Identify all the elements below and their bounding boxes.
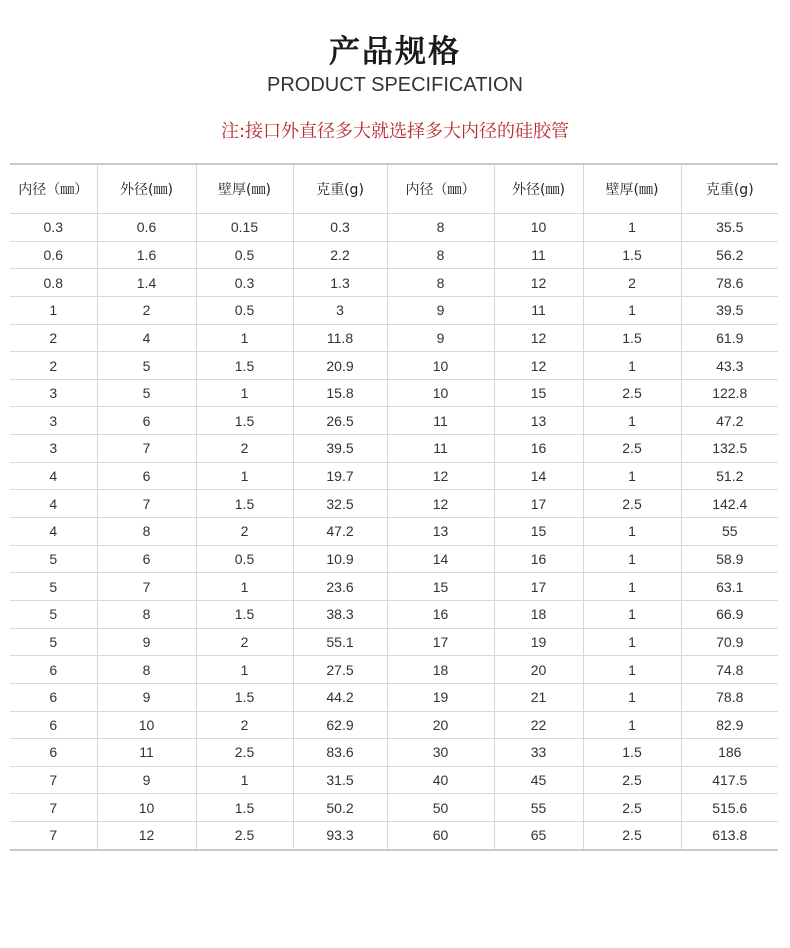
column-header-inner-diameter-right: 内径（㎜） xyxy=(387,164,494,214)
table-cell-outer-diameter: 7 xyxy=(97,435,196,463)
table-cell-inner-diameter: 0.8 xyxy=(10,269,97,297)
table-cell-outer-diameter: 45 xyxy=(494,766,583,794)
table-cell-inner-diameter: 11 xyxy=(387,435,494,463)
table-cell-weight: 0.3 xyxy=(293,214,387,242)
table-cell-inner-diameter: 15 xyxy=(387,573,494,601)
table-cell-wall-thickness: 1.5 xyxy=(196,794,293,822)
table-cell-wall-thickness: 2 xyxy=(196,711,293,739)
table-row xyxy=(10,214,778,242)
table-cell-outer-diameter: 9 xyxy=(97,628,196,656)
table-cell-wall-thickness: 1 xyxy=(196,324,293,352)
table-cell-wall-thickness: 2 xyxy=(196,435,293,463)
table-cell-inner-diameter: 6 xyxy=(10,711,97,739)
table-cell-outer-diameter: 12 xyxy=(494,269,583,297)
table-cell-weight: 44.2 xyxy=(293,683,387,711)
table-cell-weight: 78.8 xyxy=(681,683,778,711)
table-cell-inner-diameter: 12 xyxy=(387,490,494,518)
table-row xyxy=(10,600,778,628)
table-cell-inner-diameter: 7 xyxy=(10,822,97,850)
table-cell-outer-diameter: 11 xyxy=(494,241,583,269)
table-cell-inner-diameter: 3 xyxy=(10,435,97,463)
table-cell-wall-thickness: 1.5 xyxy=(196,490,293,518)
table-cell-outer-diameter: 11 xyxy=(97,739,196,767)
table-cell-wall-thickness: 1 xyxy=(583,683,681,711)
table-cell-wall-thickness: 1 xyxy=(583,296,681,324)
table-row xyxy=(10,518,778,546)
table-cell-inner-diameter: 10 xyxy=(387,379,494,407)
table-cell-outer-diameter: 9 xyxy=(97,683,196,711)
table-cell-weight: 74.8 xyxy=(681,656,778,684)
table-cell-wall-thickness: 1 xyxy=(583,573,681,601)
table-cell-wall-thickness: 2 xyxy=(583,269,681,297)
column-header-wall-thickness-left: 壁厚(㎜) xyxy=(196,164,293,214)
table-row xyxy=(10,711,778,739)
table-cell-wall-thickness: 1.5 xyxy=(196,683,293,711)
table-row xyxy=(10,352,778,380)
table-cell-weight: 32.5 xyxy=(293,490,387,518)
table-cell-inner-diameter: 0.3 xyxy=(10,214,97,242)
table-cell-outer-diameter: 15 xyxy=(494,379,583,407)
table-cell-wall-thickness: 1.5 xyxy=(583,324,681,352)
table-cell-inner-diameter: 19 xyxy=(387,683,494,711)
table-cell-outer-diameter: 1.6 xyxy=(97,241,196,269)
table-cell-inner-diameter: 6 xyxy=(10,656,97,684)
table-cell-outer-diameter: 9 xyxy=(97,766,196,794)
column-header-wall-thickness-right: 壁厚(㎜) xyxy=(583,164,681,214)
table-cell-outer-diameter: 12 xyxy=(494,352,583,380)
table-cell-wall-thickness: 2.5 xyxy=(583,822,681,850)
table-cell-inner-diameter: 4 xyxy=(10,462,97,490)
table-cell-outer-diameter: 8 xyxy=(97,600,196,628)
table-cell-wall-thickness: 1 xyxy=(196,379,293,407)
table-cell-outer-diameter: 18 xyxy=(494,600,583,628)
table-cell-outer-diameter: 7 xyxy=(97,573,196,601)
table-cell-outer-diameter: 5 xyxy=(97,352,196,380)
table-cell-inner-diameter: 2 xyxy=(10,324,97,352)
table-cell-weight: 83.6 xyxy=(293,739,387,767)
column-header-inner-diameter-left: 内径（㎜） xyxy=(10,164,97,214)
table-cell-wall-thickness: 1.5 xyxy=(583,739,681,767)
table-cell-wall-thickness: 0.3 xyxy=(196,269,293,297)
table-cell-wall-thickness: 1 xyxy=(583,214,681,242)
table-cell-wall-thickness: 1 xyxy=(583,462,681,490)
table-row xyxy=(10,490,778,518)
table-cell-wall-thickness: 1 xyxy=(583,352,681,380)
table-cell-outer-diameter: 8 xyxy=(97,518,196,546)
table-cell-outer-diameter: 16 xyxy=(494,435,583,463)
table-cell-wall-thickness: 2.5 xyxy=(196,739,293,767)
column-header-weight-left: 克重(g) xyxy=(293,164,387,214)
table-row xyxy=(10,739,778,767)
table-cell-inner-diameter: 1 xyxy=(10,296,97,324)
table-cell-inner-diameter: 2 xyxy=(10,352,97,380)
table-cell-weight: 26.5 xyxy=(293,407,387,435)
table-cell-wall-thickness: 1.5 xyxy=(196,600,293,628)
table-cell-inner-diameter: 30 xyxy=(387,739,494,767)
table-row xyxy=(10,545,778,573)
table-cell-inner-diameter: 16 xyxy=(387,600,494,628)
table-cell-weight: 70.9 xyxy=(681,628,778,656)
table-cell-wall-thickness: 1 xyxy=(583,407,681,435)
table-cell-weight: 132.5 xyxy=(681,435,778,463)
table-cell-outer-diameter: 19 xyxy=(494,628,583,656)
table-cell-inner-diameter: 3 xyxy=(10,407,97,435)
table-cell-inner-diameter: 5 xyxy=(10,628,97,656)
table-cell-outer-diameter: 12 xyxy=(97,822,196,850)
specification-table xyxy=(10,163,778,851)
table-cell-inner-diameter: 50 xyxy=(387,794,494,822)
table-cell-inner-diameter: 5 xyxy=(10,600,97,628)
table-cell-weight: 38.3 xyxy=(293,600,387,628)
table-cell-weight: 66.9 xyxy=(681,600,778,628)
table-cell-wall-thickness: 1 xyxy=(583,600,681,628)
table-cell-weight: 35.5 xyxy=(681,214,778,242)
table-row xyxy=(10,656,778,684)
table-cell-outer-diameter: 15 xyxy=(494,518,583,546)
table-cell-weight: 27.5 xyxy=(293,656,387,684)
table-cell-inner-diameter: 0.6 xyxy=(10,241,97,269)
table-cell-inner-diameter: 4 xyxy=(10,518,97,546)
table-cell-outer-diameter: 5 xyxy=(97,379,196,407)
table-cell-inner-diameter: 10 xyxy=(387,352,494,380)
column-header-weight-right: 克重(g) xyxy=(681,164,778,214)
table-cell-weight: 186 xyxy=(681,739,778,767)
table-cell-outer-diameter: 55 xyxy=(494,794,583,822)
table-row xyxy=(10,269,778,297)
table-cell-weight: 47.2 xyxy=(681,407,778,435)
table-cell-weight: 15.8 xyxy=(293,379,387,407)
table-cell-wall-thickness: 1 xyxy=(196,656,293,684)
table-cell-wall-thickness: 0.15 xyxy=(196,214,293,242)
table-cell-outer-diameter: 2 xyxy=(97,296,196,324)
table-cell-weight: 142.4 xyxy=(681,490,778,518)
table-cell-wall-thickness: 1 xyxy=(583,628,681,656)
table-cell-wall-thickness: 2.5 xyxy=(196,822,293,850)
table-cell-inner-diameter: 8 xyxy=(387,241,494,269)
table-cell-inner-diameter: 8 xyxy=(387,214,494,242)
table-cell-weight: 62.9 xyxy=(293,711,387,739)
table-cell-outer-diameter: 65 xyxy=(494,822,583,850)
table-row xyxy=(10,296,778,324)
table-row xyxy=(10,794,778,822)
table-cell-wall-thickness: 2.5 xyxy=(583,490,681,518)
table-cell-wall-thickness: 1 xyxy=(196,766,293,794)
table-row xyxy=(10,462,778,490)
table-cell-wall-thickness: 1 xyxy=(583,656,681,684)
table-cell-weight: 23.6 xyxy=(293,573,387,601)
table-cell-inner-diameter: 3 xyxy=(10,379,97,407)
table-cell-inner-diameter: 60 xyxy=(387,822,494,850)
table-body xyxy=(10,214,778,850)
table-cell-wall-thickness: 0.5 xyxy=(196,241,293,269)
table-cell-weight: 63.1 xyxy=(681,573,778,601)
table-row xyxy=(10,573,778,601)
table-cell-outer-diameter: 13 xyxy=(494,407,583,435)
table-cell-inner-diameter: 5 xyxy=(10,545,97,573)
table-cell-outer-diameter: 10 xyxy=(97,711,196,739)
table-cell-outer-diameter: 0.6 xyxy=(97,214,196,242)
table-cell-weight: 1.3 xyxy=(293,269,387,297)
table-cell-inner-diameter: 7 xyxy=(10,794,97,822)
table-cell-wall-thickness: 1 xyxy=(196,573,293,601)
table-row xyxy=(10,683,778,711)
table-cell-outer-diameter: 10 xyxy=(97,794,196,822)
table-cell-weight: 10.9 xyxy=(293,545,387,573)
table-cell-weight: 47.2 xyxy=(293,518,387,546)
table-cell-outer-diameter: 6 xyxy=(97,407,196,435)
table-row xyxy=(10,822,778,850)
table-cell-weight: 93.3 xyxy=(293,822,387,850)
table-cell-outer-diameter: 17 xyxy=(494,490,583,518)
table-cell-wall-thickness: 1.5 xyxy=(583,241,681,269)
table-cell-inner-diameter: 14 xyxy=(387,545,494,573)
table-cell-inner-diameter: 17 xyxy=(387,628,494,656)
table-cell-outer-diameter: 6 xyxy=(97,462,196,490)
table-cell-outer-diameter: 12 xyxy=(494,324,583,352)
table-cell-outer-diameter: 21 xyxy=(494,683,583,711)
table-header-row xyxy=(10,164,778,214)
table-row xyxy=(10,407,778,435)
table-row xyxy=(10,766,778,794)
table-cell-weight: 50.2 xyxy=(293,794,387,822)
table-cell-outer-diameter: 20 xyxy=(494,656,583,684)
table-cell-weight: 61.9 xyxy=(681,324,778,352)
table-cell-wall-thickness: 1 xyxy=(196,462,293,490)
table-cell-weight: 11.8 xyxy=(293,324,387,352)
table-cell-weight: 613.8 xyxy=(681,822,778,850)
table-cell-weight: 2.2 xyxy=(293,241,387,269)
table-cell-wall-thickness: 2 xyxy=(196,628,293,656)
table-cell-inner-diameter: 5 xyxy=(10,573,97,601)
table-cell-weight: 55.1 xyxy=(293,628,387,656)
table-row xyxy=(10,435,778,463)
table-cell-inner-diameter: 20 xyxy=(387,711,494,739)
table-cell-inner-diameter: 6 xyxy=(10,683,97,711)
table-cell-outer-diameter: 1.4 xyxy=(97,269,196,297)
table-cell-weight: 82.9 xyxy=(681,711,778,739)
table-cell-outer-diameter: 8 xyxy=(97,656,196,684)
table-cell-wall-thickness: 0.5 xyxy=(196,296,293,324)
table-cell-wall-thickness: 0.5 xyxy=(196,545,293,573)
table-cell-wall-thickness: 2.5 xyxy=(583,379,681,407)
table-cell-weight: 56.2 xyxy=(681,241,778,269)
table-cell-inner-diameter: 4 xyxy=(10,490,97,518)
table-cell-weight: 3 xyxy=(293,296,387,324)
table-cell-inner-diameter: 7 xyxy=(10,766,97,794)
page-title: 产品规格 xyxy=(329,34,461,70)
table-cell-inner-diameter: 18 xyxy=(387,656,494,684)
table-cell-wall-thickness: 1.5 xyxy=(196,352,293,380)
table-row xyxy=(10,241,778,269)
table-cell-wall-thickness: 2 xyxy=(196,518,293,546)
table-cell-weight: 55 xyxy=(681,518,778,546)
table-row xyxy=(10,628,778,656)
table-cell-outer-diameter: 7 xyxy=(97,490,196,518)
column-header-outer-diameter-left: 外径(㎜) xyxy=(97,164,196,214)
table-cell-weight: 20.9 xyxy=(293,352,387,380)
table-cell-wall-thickness: 2.5 xyxy=(583,435,681,463)
table-cell-wall-thickness: 2.5 xyxy=(583,794,681,822)
table-cell-outer-diameter: 6 xyxy=(97,545,196,573)
table-cell-weight: 51.2 xyxy=(681,462,778,490)
table-cell-wall-thickness: 1.5 xyxy=(196,407,293,435)
table-cell-inner-diameter: 6 xyxy=(10,739,97,767)
table-cell-inner-diameter: 8 xyxy=(387,269,494,297)
table-cell-inner-diameter: 9 xyxy=(387,324,494,352)
table-cell-inner-diameter: 13 xyxy=(387,518,494,546)
table-cell-weight: 31.5 xyxy=(293,766,387,794)
table-cell-inner-diameter: 40 xyxy=(387,766,494,794)
table-cell-outer-diameter: 11 xyxy=(494,296,583,324)
table-cell-outer-diameter: 22 xyxy=(494,711,583,739)
table-cell-weight: 39.5 xyxy=(681,296,778,324)
table-cell-wall-thickness: 2.5 xyxy=(583,766,681,794)
table-cell-outer-diameter: 14 xyxy=(494,462,583,490)
table-cell-weight: 19.7 xyxy=(293,462,387,490)
table-cell-weight: 417.5 xyxy=(681,766,778,794)
table-cell-weight: 58.9 xyxy=(681,545,778,573)
table-row xyxy=(10,379,778,407)
table-cell-outer-diameter: 17 xyxy=(494,573,583,601)
table-cell-weight: 515.6 xyxy=(681,794,778,822)
column-header-outer-diameter-right: 外径(㎜) xyxy=(494,164,583,214)
table-cell-inner-diameter: 11 xyxy=(387,407,494,435)
selection-note: 注:接口外直径多大就选择多大内径的硅胶管 xyxy=(220,121,570,142)
table-cell-outer-diameter: 4 xyxy=(97,324,196,352)
table-row xyxy=(10,324,778,352)
table-cell-weight: 122.8 xyxy=(681,379,778,407)
table-cell-outer-diameter: 16 xyxy=(494,545,583,573)
table-cell-weight: 43.3 xyxy=(681,352,778,380)
table-cell-outer-diameter: 10 xyxy=(494,214,583,242)
table-cell-weight: 78.6 xyxy=(681,269,778,297)
table-cell-inner-diameter: 12 xyxy=(387,462,494,490)
table-cell-wall-thickness: 1 xyxy=(583,711,681,739)
table-cell-wall-thickness: 1 xyxy=(583,518,681,546)
table-cell-inner-diameter: 9 xyxy=(387,296,494,324)
table-cell-weight: 39.5 xyxy=(293,435,387,463)
table-cell-outer-diameter: 33 xyxy=(494,739,583,767)
table-cell-wall-thickness: 1 xyxy=(583,545,681,573)
page-subtitle: PRODUCT SPECIFICATION xyxy=(267,74,523,96)
